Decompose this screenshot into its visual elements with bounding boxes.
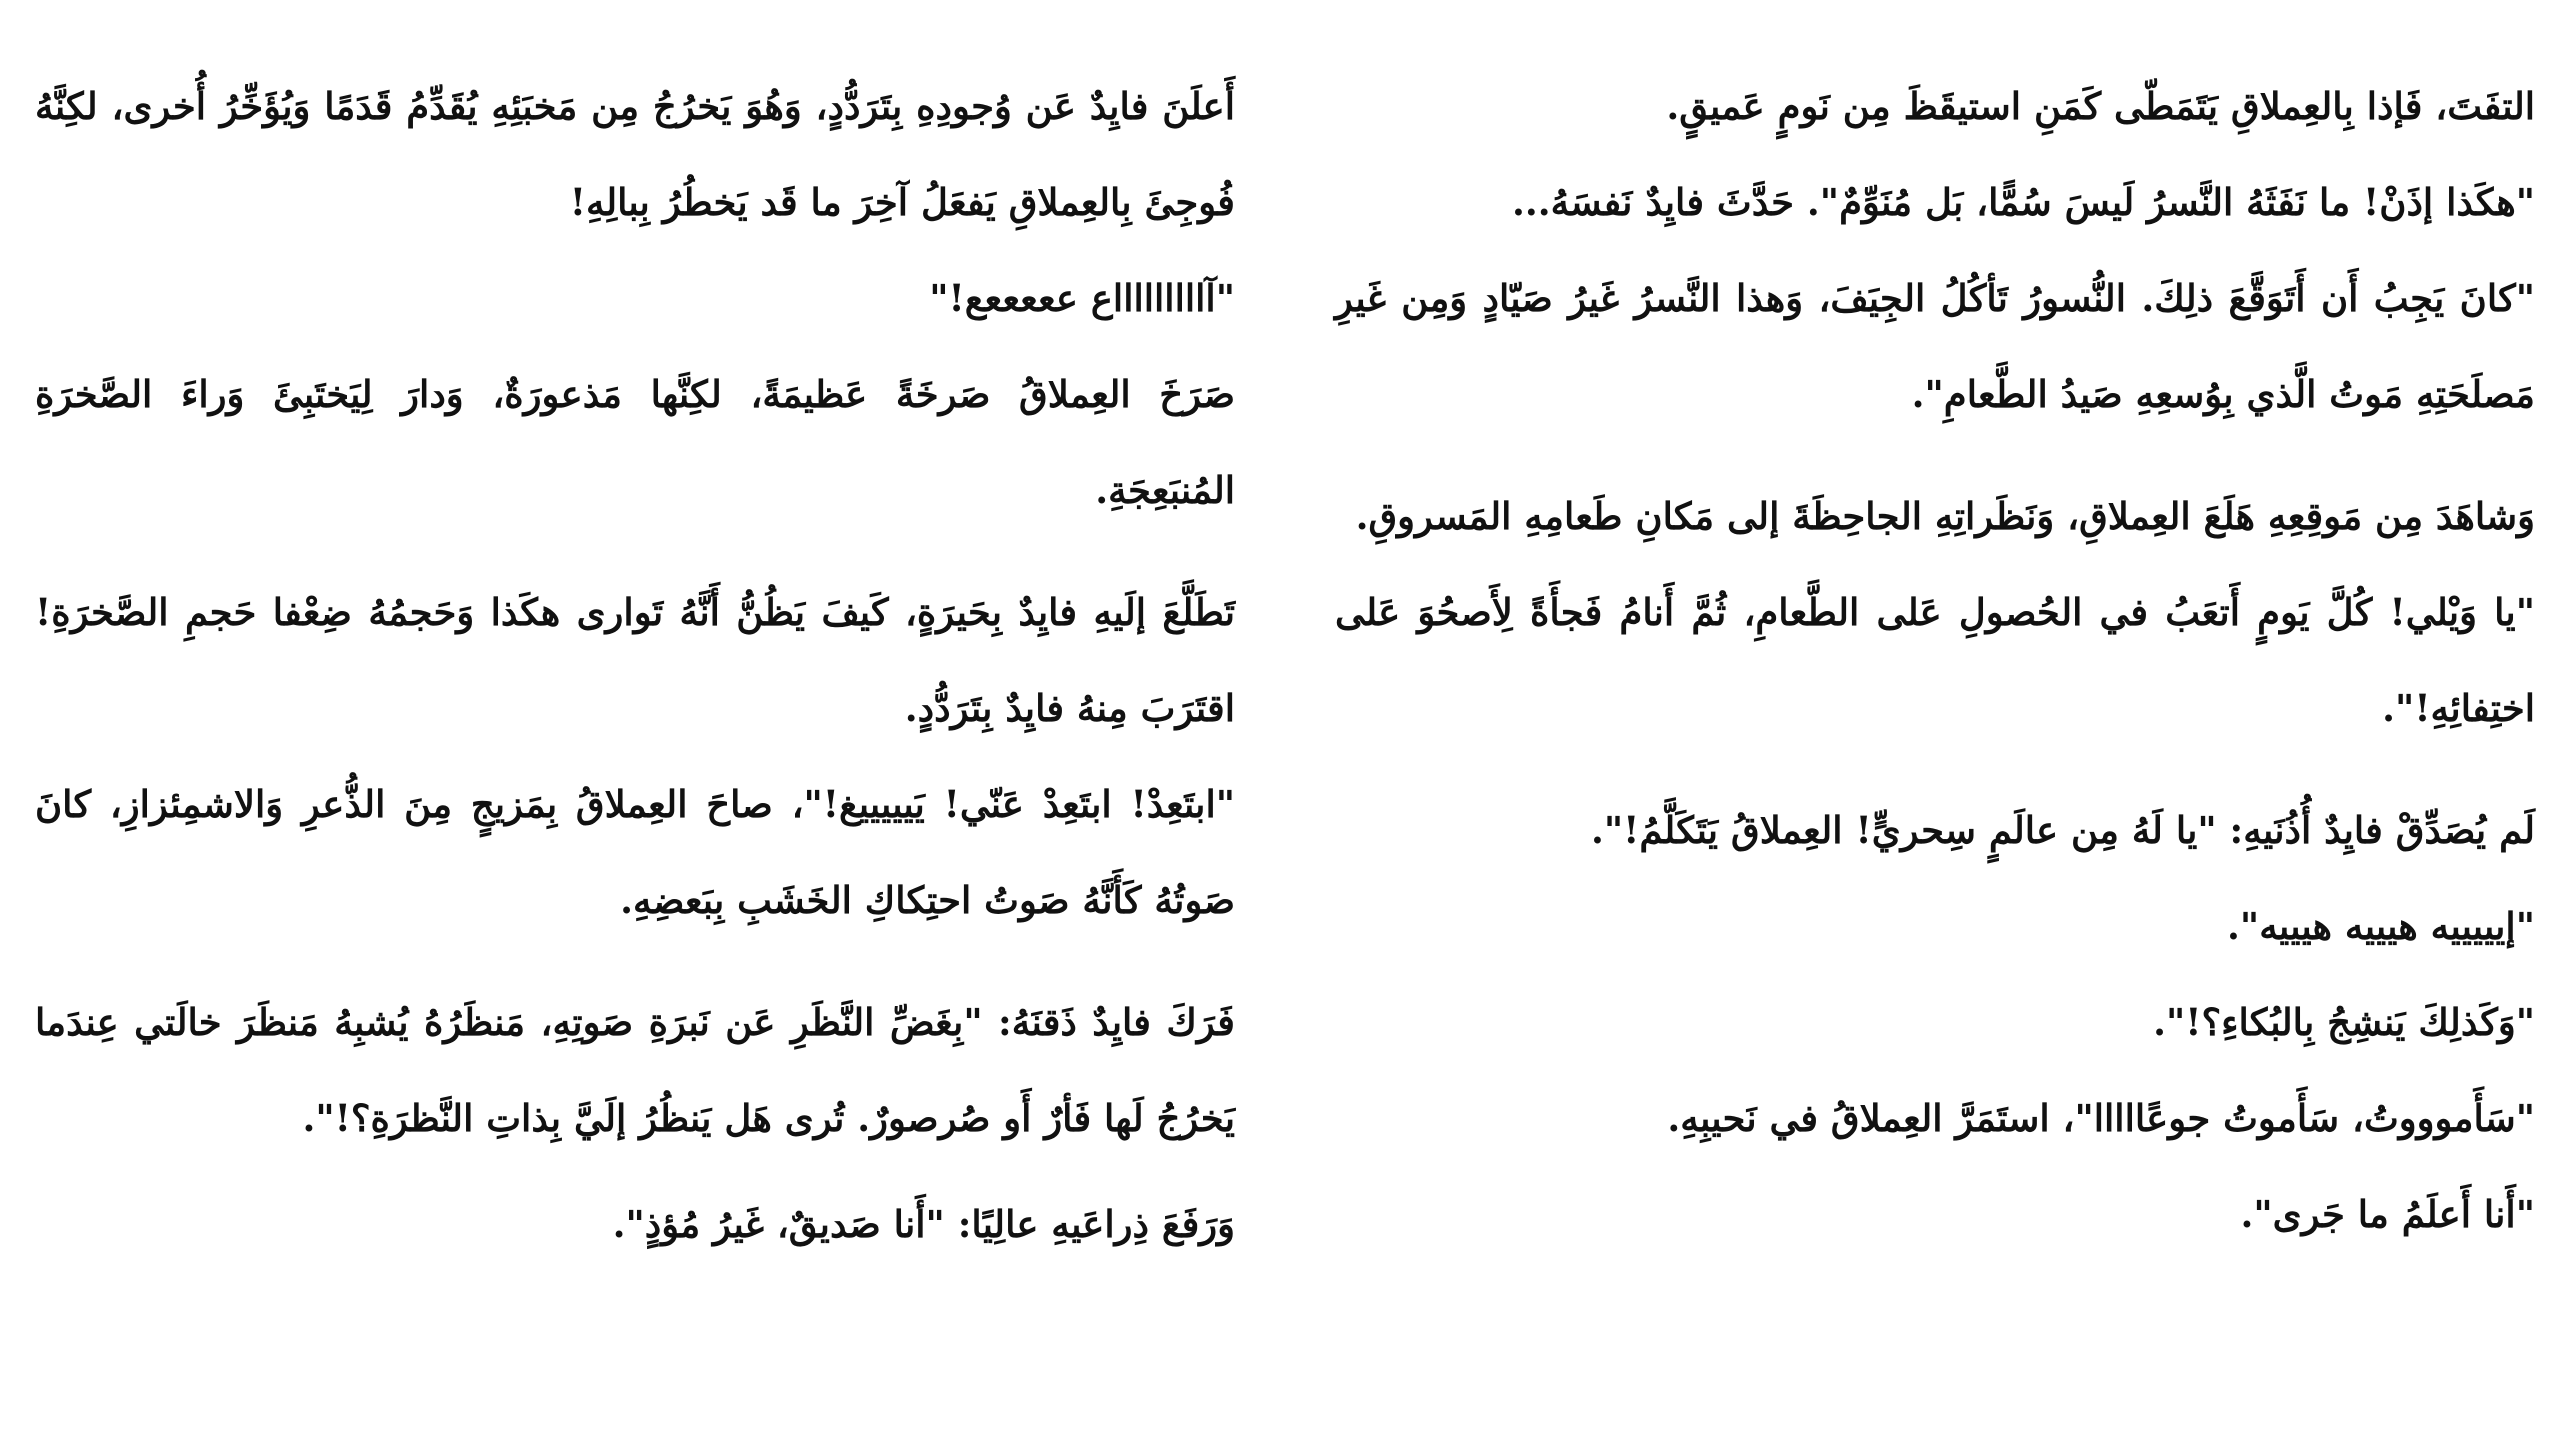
paragraph: "أَنا أَعلَمُ ما جَرى". <box>2240 1192 2535 1236</box>
paragraph: التفَتَ، فَإذا بِالعِملاقِ يَتَمَطّى كَمَنِ استيقَظَ مِن نَومٍ عَميقٍ. <box>1666 84 2535 128</box>
left-text-column <box>35 58 1235 1272</box>
right-text-column <box>1335 58 2535 1262</box>
paragraph: "سَأَموووتُ، سَأَموتُ جوعًااااا"، استَمَرَّ العِملاقُ في نَحيبِهِ. <box>1667 1096 2535 1140</box>
paragraph: وَرَفَعَ ذِراعَيهِ عالِيًا: "أَنا صَديقٌ، غَيرُ مُؤذٍ". <box>612 1202 1235 1246</box>
paragraph: وَشاهَدَ مِن مَوقِعِهِ هَلَعَ العِملاقِ، وَنَظَراتِهِ الجاحِظَةَ إلى مَكانِ طَعامِهِ المَسروقِ. <box>1355 494 2535 538</box>
paragraph: "ابتَعِدْ! ابتَعِدْ عَنّي! يَيييييغ!"، صاحَ العِملاقُ بِمَزيجٍ مِنَ الذُّعرِ وَالاشمِئزازِ، كانَ صَوتُهُ كَأَنَّهُ صَوتُ احتِكاكِ الخَشَبِ بِبَعضِهِ. <box>35 782 1235 922</box>
paragraph: صَرَخَ العِملاقُ صَرخَةً عَظيمَةً، لكِنَّها مَذعورَةٌ، وَدارَ لِيَختَبِئَ وَراءَ الصَّخرَةِ المُنبَعِجَةِ. <box>35 372 1235 512</box>
paragraph: "هكَذا إذَنْ! ما نَفَثَهُ النَّسرُ لَيسَ سُمًّا، بَل مُنَوِّمٌ". حَدَّثَ فايِدٌ نَفسَهُ... <box>1511 180 2535 224</box>
paragraph: "يا وَيْلي! كُلَّ يَومٍ أَتعَبُ في الحُصولِ عَلى الطَّعامِ، ثُمَّ أَنامُ فَجأَةً لِأَصحُوَ عَلى اختِفائِهِ!". <box>1335 590 2535 730</box>
paragraph: "كانَ يَجِبُ أَن أَتَوَقَّعَ ذلِكَ. النُّسورُ تَأكُلُ الجِيَفَ، وَهذا النَّسرُ غَيرُ صَيّادٍ وَمِن غَيرِ مَصلَحَتِهِ مَوتُ الَّذي بِوُسعِهِ صَيدُ الطَّعامِ". <box>1335 276 2535 416</box>
paragraph: "آاااااااااع عععععع!" <box>929 276 1235 320</box>
paragraph: أَعلَنَ فايِدٌ عَن وُجودِهِ بِتَرَدُّدٍ، وَهُوَ يَخرُجُ مِن مَخبَئِهِ يُقَدِّمُ قَدَمًا وَيُؤَخِّرُ أُخرى، لكِنَّهُ فُوجِئَ بِالعِملاقِ يَفعَلُ آخِرَ ما قَد يَخطُرُ بِبالِهِ! <box>35 84 1235 224</box>
paragraph: فَرَكَ فايِدٌ ذَقنَهُ: "بِغَضِّ النَّظَرِ عَن نَبرَةِ صَوتِهِ، مَنظَرُهُ يُشبِهُ مَنظَرَ خالَتي عِندَما يَخرُجُ لَها فَأرٌ أَو صُرصورٌ. تُرى هَل يَنظُرُ إلَيَّ بِذاتِ النَّظرَةِ؟!". <box>35 1000 1235 1140</box>
paragraph: تَطَلَّعَ إلَيهِ فايِدٌ بِحَيرَةٍ، كَيفَ يَظُنُّ أَنَّهُ تَوارى هكَذا وَحَجمُهُ ضِعْفا حَجمِ الصَّخرَةِ! اقتَرَبَ مِنهُ فايِدٌ بِتَرَدُّدٍ. <box>35 590 1235 730</box>
paragraph: "إيييييه هيييه هيييه". <box>2227 904 2535 948</box>
paragraph: "وَكَذلِكَ يَنشِجُ بِالبُكاءِ؟!". <box>2153 1000 2535 1044</box>
paragraph: لَم يُصَدِّقْ فايِدٌ أُذُنَيهِ: "يا لَهُ مِن عالَمٍ سِحريٍّ! العِملاقُ يَتَكَلَّمُ!". <box>1590 808 2535 852</box>
